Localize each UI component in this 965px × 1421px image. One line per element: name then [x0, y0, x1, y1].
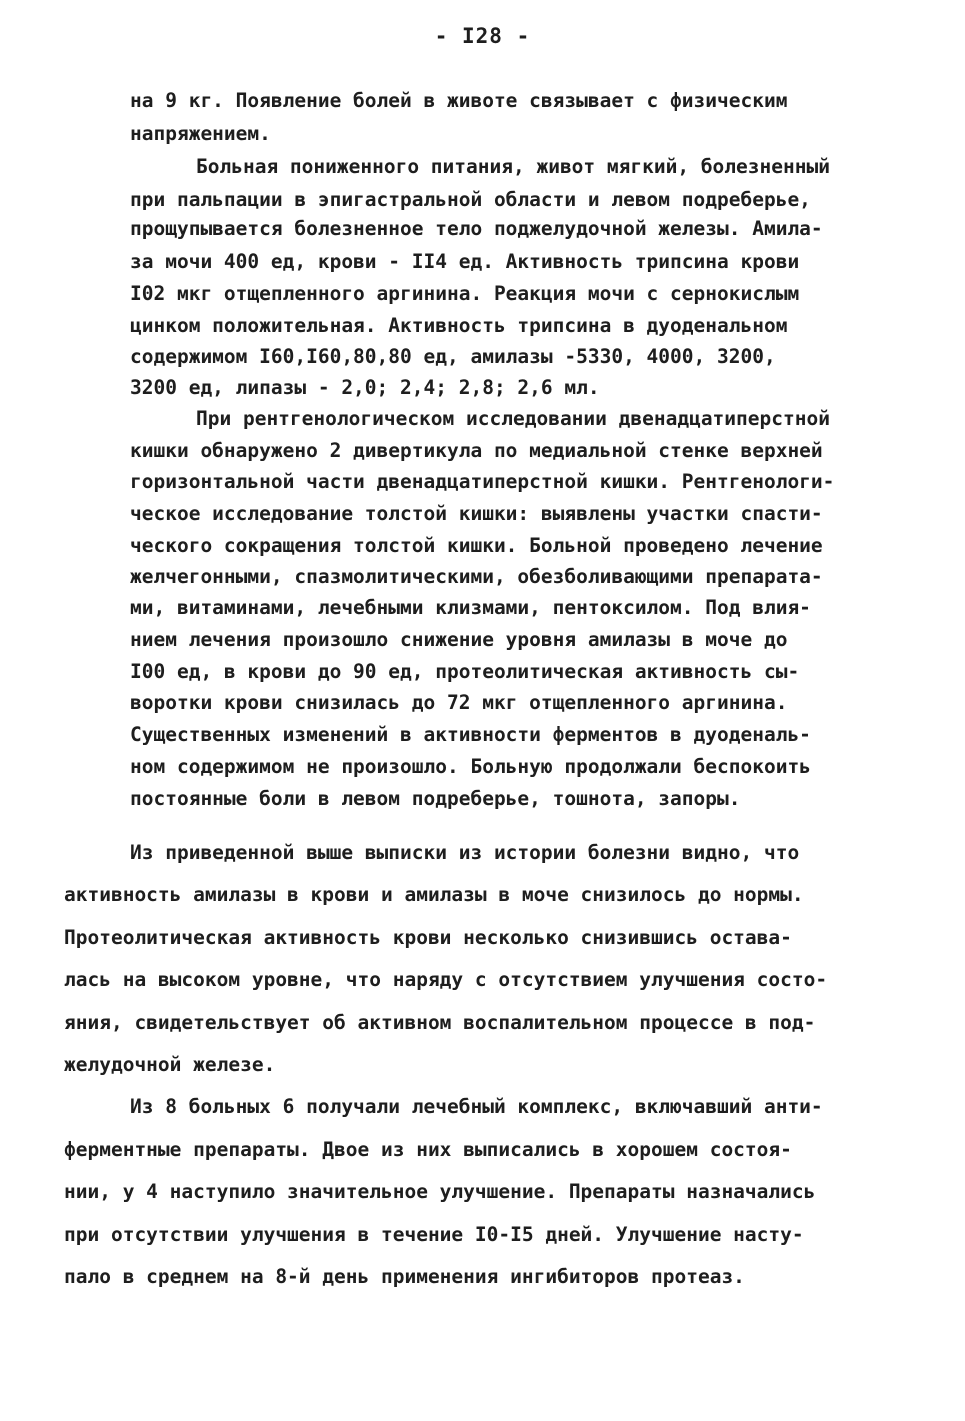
text-line: прощупывается болезненное тело поджелудочной железы. Амила- [130, 217, 823, 240]
text-line: Из 8 больных 6 получали лечебный комплекс, включавший анти- [130, 1095, 823, 1118]
text-line: за мочи 400 ед, крови - II4 ед. Активность трипсина крови [130, 250, 800, 273]
text-line: ферментные препараты. Двое из них выписались в хорошем состоя- [64, 1138, 792, 1161]
text-line: напряжением. [130, 122, 271, 145]
text-line: активность амилазы в крови и амилазы в моче снизилось до нормы. [64, 883, 804, 906]
text-line: при отсутствии улучшения в течение I0-I5 дней. Улучшение насту- [64, 1223, 804, 1246]
page-number: - I28 - [434, 24, 531, 48]
text-line: постоянные боли в левом подреберье, тошнота, запоры. [130, 787, 741, 810]
text-line: I02 мкг отщепленного аргинина. Реакция мочи с сернокислым [130, 282, 800, 305]
text-line: ческого сокращения толстой кишки. Больной проведено лечение [130, 534, 823, 557]
text-line: ном содержимом не произошло. Больную продолжали беспокоить [130, 755, 811, 778]
text-line: Из приведенной выше выписки из истории болезни видно, что [130, 841, 800, 864]
text-line: содержимом I60,I60,80,80 ед, амилазы -5330, 4000, 3200, [130, 345, 776, 368]
text-line: 3200 ед, липазы - 2,0; 2,4; 2,8; 2,6 мл. [130, 376, 600, 399]
text-line: цинком положительная. Активность трипсина в дуоденальном [130, 314, 788, 337]
text-line: кишки обнаружено 2 дивертикула по медиальной стенке верхней [130, 439, 823, 462]
text-line: лась на высоком уровне, что наряду с отсутствием улучшения состо- [64, 968, 828, 991]
text-line: При рентгенологическом исследовании двенадцатиперстной [196, 407, 830, 430]
text-line: желудочной железе. [64, 1053, 276, 1076]
text-line: горизонтальной части двенадцатиперстной кишки. Рентгенологи- [130, 470, 835, 493]
text-line: воротки крови снизилась до 72 мкг отщепленного аргинина. [130, 691, 788, 714]
text-line: при пальпации в эпигастральной области и левом подреберье, [130, 188, 811, 211]
text-line: яния, свидетельствует об активном воспалительном процессе в под- [64, 1011, 816, 1034]
text-line: I00 ед, в крови до 90 ед, протеолитическая активность сы- [130, 660, 800, 683]
text-line: Протеолитическая активность крови несколько снизившись остава- [64, 926, 792, 949]
text-line: на 9 кг. Появление болей в животе связывает с физическим [130, 89, 788, 112]
text-line: ческое исследование толстой кишки: выявлены участки спасти- [130, 502, 823, 525]
text-line: ми, витаминами, лечебными клизмами, пентоксилом. Под влия- [130, 596, 811, 619]
text-line: желчегонными, спазмолитическими, обезболивающими препарата- [130, 565, 823, 588]
text-line: Существенных изменений в активности ферментов в дуоденаль- [130, 723, 811, 746]
text-line: Больная пониженного питания, живот мягкий, болезненный [196, 155, 830, 178]
text-line: нии, у 4 наступило значительное улучшение. Препараты назначались [64, 1180, 816, 1203]
text-line: пало в среднем на 8-й день применения ингибиторов протеаз. [64, 1265, 745, 1288]
text-line: нием лечения произошло снижение уровня амилазы в моче до [130, 628, 788, 651]
